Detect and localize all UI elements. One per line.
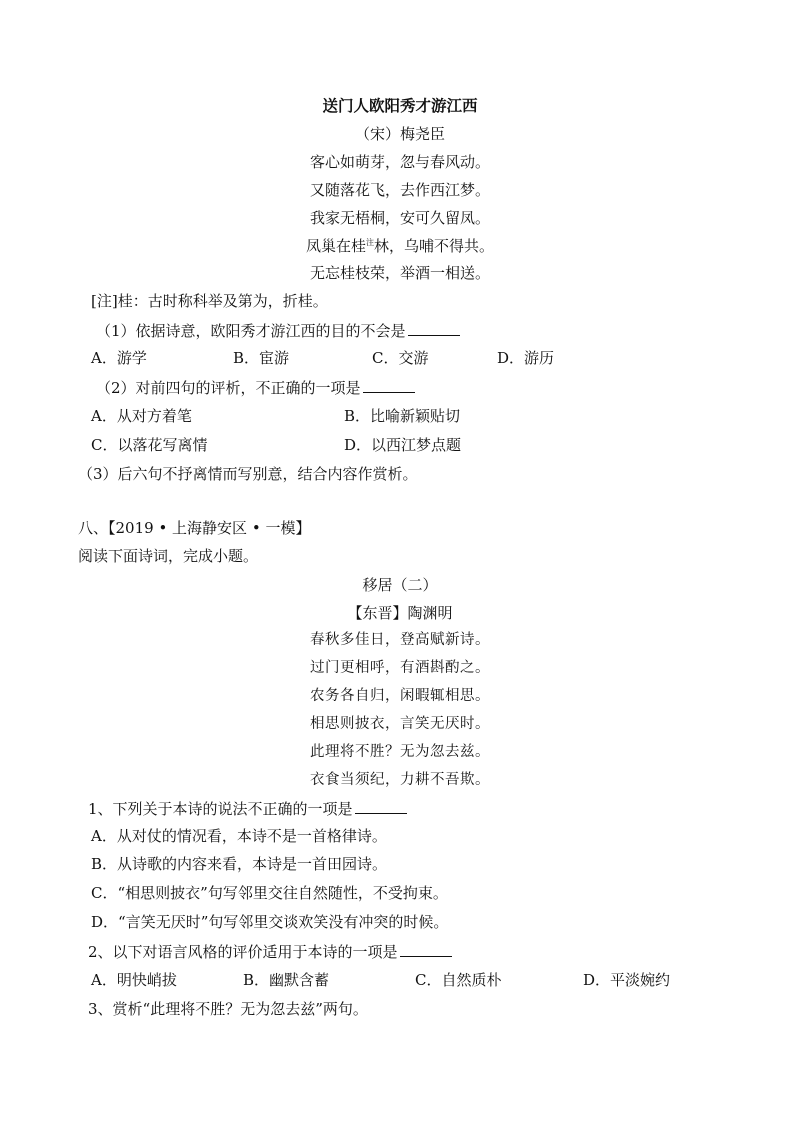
- poem-title: 移居（二）: [362, 576, 438, 594]
- question-2-text: （2）对前四句的评析，不正确的一项是: [96, 379, 361, 397]
- option: B．宦游: [233, 349, 290, 367]
- question-3: 3、赏析“此理将不胜？无为忽去兹”两句。: [88, 1000, 368, 1018]
- answer-blank[interactable]: [363, 380, 415, 393]
- poem-author: （宋）梅尧臣: [354, 125, 445, 143]
- question-1: [96, 323, 460, 339]
- question-2-text: 2、以下对语言风格的评价适用于本诗的一项是: [88, 943, 398, 961]
- section-header: 八、【2019 • 上海静安区 • 一模】: [78, 519, 311, 537]
- question-2: [96, 380, 415, 396]
- option: B．比喻新颖贴切: [344, 407, 461, 425]
- poem-line: 客心如萌芽，忽与春风动。: [309, 153, 490, 171]
- option: A．明快峭拔: [91, 971, 177, 989]
- option: A．从对方着笔: [91, 407, 192, 425]
- question-1-text: （1）依据诗意，欧阳秀才游江西的目的不会是: [96, 322, 406, 340]
- answer-blank[interactable]: [400, 944, 452, 957]
- poem-line: 此理将不胜？无为忽去兹。: [310, 744, 490, 760]
- option: A．游学: [91, 349, 147, 367]
- question-1-text: 1、下列关于本诗的说法不正确的一项是: [88, 800, 353, 818]
- option: D．游历: [497, 349, 555, 367]
- poem-note: [注]桂：古时称科举及第为，折桂。: [91, 292, 328, 310]
- option: D．平淡婉约: [583, 971, 671, 989]
- poem-author: 【东晋】陶渊明: [347, 604, 453, 622]
- poem-line-part: 林，乌哺不得共。: [374, 237, 495, 255]
- poem-line: 无忘桂枝荣，举酒一相送。: [309, 264, 490, 282]
- question-2: [88, 944, 452, 960]
- option: C．交游: [372, 349, 429, 367]
- option: C．自然质朴: [415, 971, 502, 989]
- option: C．“相思则披衣”句写邻里交往自然随性，不受拘束。: [91, 884, 448, 902]
- option: C．以落花写离情: [91, 436, 208, 454]
- note-marker: 注: [366, 238, 374, 247]
- option: D．以西江梦点题: [344, 436, 462, 454]
- option: B．从诗歌的内容来看，本诗是一首田园诗。: [91, 855, 388, 873]
- poem-title: 送门人欧阳秀才游江西: [322, 96, 478, 115]
- poem-line: 春秋多佳日，登高赋新诗。: [310, 632, 490, 648]
- option: B．幽默含蓄: [243, 971, 330, 989]
- question-3: （3）后六句不抒离情而写别意，结合内容作赏析。: [78, 465, 418, 483]
- poem-line: 相思则披衣，言笑无厌时。: [310, 716, 490, 732]
- poem-line-part: 凤巢在桂: [305, 237, 366, 255]
- answer-blank[interactable]: [355, 801, 407, 814]
- poem-line: [0, 239, 800, 254]
- option: D．“言笑无厌时”句写邻里交谈欢笑没有冲突的时候。: [91, 913, 449, 931]
- poem-line: 农务各自归，闲暇辄相思。: [310, 688, 490, 704]
- poem-line: 过门更相呼，有酒斟酌之。: [310, 660, 490, 676]
- option: A．从对仗的情况看，本诗不是一首格律诗。: [91, 827, 387, 845]
- section-instruction: 阅读下面诗词，完成小题。: [78, 547, 259, 565]
- question-1: [88, 801, 407, 817]
- answer-blank[interactable]: [408, 323, 460, 336]
- poem-line: 又随落花飞，去作西江梦。: [309, 181, 490, 199]
- poem-line: 衣食当须纪，力耕不吾欺。: [310, 772, 490, 788]
- poem-line: 我家无梧桐，安可久留凤。: [309, 209, 490, 227]
